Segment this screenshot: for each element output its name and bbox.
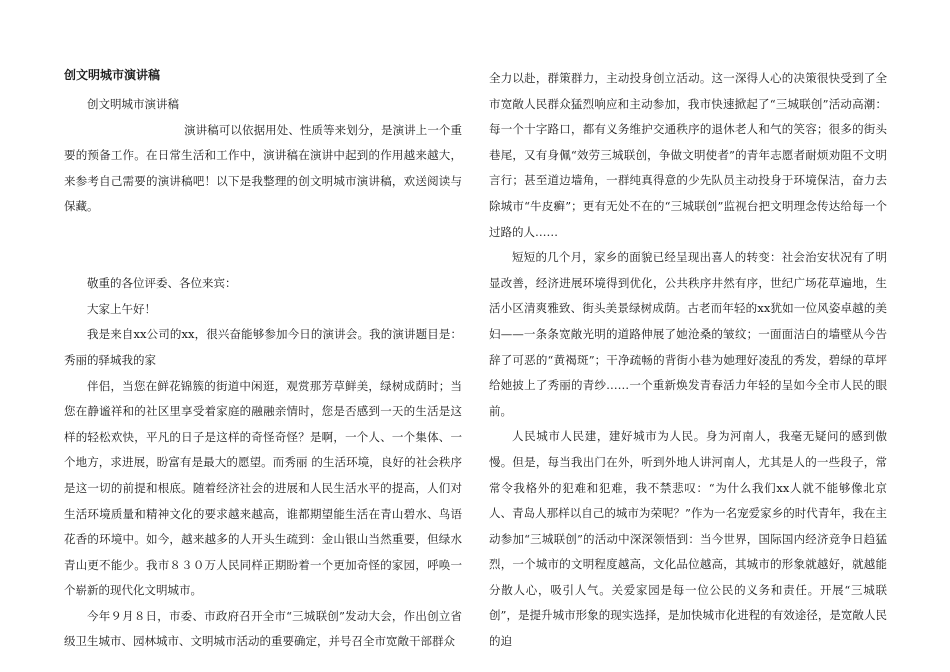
right-column [489,66,887,655]
document-title: 创文明城市演讲稿 [64,68,161,82]
left-column [64,64,462,655]
hello-line: 大家上午好！ [87,301,156,316]
paragraph-changes: 短短的几个月，家乡的面貌已经呈现出喜人的转变：社会治安状况有了明显改善，经济进展环境得到优化，公共秩序井然有序，世纪广场花草遍地，生活小区清爽雅致、街头美景绿树成荫。古老而年轻的xx犹如一位风姿卓越的美妇——一条条宽敞光明的道路伸展了她沧桑的皱纹；一面面洁白的墙壁从今告辞了可恶的“黄褐斑”；干净疏畅的背街小巷为她理好凌乱的秀发，碧绿的草坪给她披上了秀丽的青纱……一个重新焕发青春活力年轻的呈如今全市人民的眼前。 [489,250,887,418]
paragraph-friends: 伴侣，当您在鲜花锦簇的街道中闲逛，观赏那芳草鲜美，绿树成荫时；当您在静谧祥和的社区里享受着家庭的融融亲情时，您是否感到一天的生活是这样的轻松欢快，平凡的日子是这样的奇怪奇怪？是啊，一个人、一个集体、一个地方，求进展，盼富有是最大的愿望。而秀丽 的生活环境，良好的社会秩序是这一切的前提和根底。随着经济社会的进展和人民生活水平的提高，人们对生活环境质量和精神文化的要求越来越高，谁都期望能生活在青山碧水、鸟语花香的环境中。如今，越来越多的人开头生疏到：金山银山当然重要，但绿水青山更不能少。我市８３０万人民同样正期盼着一个更加奇怪的家园，呼唤一个崭新的现代化文明城市。 [64,378,462,598]
intro-paragraph [64,118,462,220]
paragraph-mobilization: 今年９月８日，市委、市政府召开全市“三城联创”发动大会，作出创立省级卫生城市、园林城市、文明城市活动的重要确定，并号召全市宽敞干部群众 [64,608,462,649]
blank-line [64,246,462,272]
document-subtitle: 创文明城市演讲稿 [87,97,179,111]
paragraph-speech-topic: 我是来自xx公司的xx，很兴奋能够参加今日的演讲会。我的演讲题目是：秀丽的驿城我的家 [64,327,462,367]
greeting-line: 敬重的各位评委、各位来宾： [87,276,237,291]
paragraph-continuation: 全力以赴，群策群力，主动投身创立活动。这一深得人心的决策很快受到了全市宽敞人民群众猛烈响应和主动参加，我市快速掀起了“三城联创”活动高潮：每一个十字路口，都有义务维护交通秩序的退休老人和气的笑容；很多的街头巷尾，又有身佩“效劳三城联创，争做文明使者”的青年志愿者耐烦劝阻不文明言行；甚至道边墙角，一群纯真得意的少先队员主动投身于环境保洁，奋力去除城市“牛皮癣”；更有无处不在的“三城联创”监视台把文明理念传达给每一个过路的人…… [489,71,887,239]
blank-line [64,220,462,246]
paragraph-city-for-people: 人民城市人民建，建好城市为人民。身为河南人，我毫无疑问的感到傲慢。但是，每当我出门在外，听到外地人讲河南人，尤其是人的一些段子，常常令我格外的犯难和犯难，我不禁悲叹：“为什么我们xx人就不能够像北京人、青岛人那样以自己的城市为荣呢？”作为一名宠爱家乡的时代青年，我在主动参加“三城联创”的活动中深深领悟到：当今世界，国际国内经济竞争日趋猛烈，一个城市的文明程度越高，文化品位越高，其城市的形象就越好，就越能分散人心，吸引人气。关爱家园是每一位公民的义务和责任。开展“三城联创”，是提升城市形象的现实选择，是加快城市化进程的有效途径，是宽敞人民的迫 [489,429,887,649]
intro-text: 演讲稿可以依据用处、性质等来划分，是演讲上一个重要的预备工作。在日常生活和工作中，演讲稿在演讲中起到的作用越来越大，来参考自己需要的演讲稿吧！以下是我整理的创文明城市演讲稿，欢送阅读与保藏。 [64,122,462,214]
